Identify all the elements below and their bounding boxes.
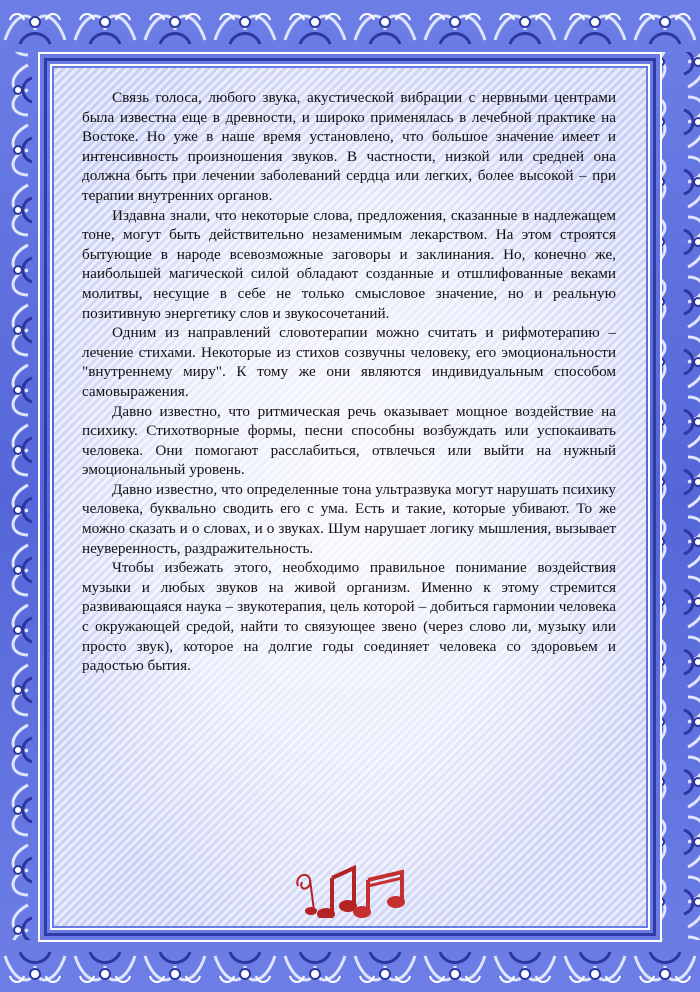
paragraph-4: Давно известно, что ритмическая речь оказывает мощное воздействие на психику. Стихотворные формы, песни способны возбуждать или успокаивать человека. Они помогают расслабиться, отвлечься или выйти на нужный эмоциональный уровень. (82, 402, 616, 479)
paragraph-2: Издавна знали, что некоторые слова, предложения, сказанные в надлежащем тоне, могут быть действительно незаменимым лекарством. На этом строятся бытующие в народе всевозможные заговоры и заклинания. Но, конечно же, наибольшей магической силой обладают созданные и отшлифованные веками молитвы, несущие в себе не только смысловое значение, но и реальную позитивную энергетику слов и звукосочетаний. (82, 206, 616, 322)
paragraph-3: Одним из направлений словотерапии можно считать и рифмотерапию – лечение стихами. Некоторые из стихов созвучны человеку, его эмоциональности "внутреннему миру". К тому же они являются индивидуальным способом самовыражения. (82, 324, 616, 400)
text-panel (54, 68, 646, 926)
paragraph-1: Связь голоса, любого звука, акустической вибрации с нервными центрами была известна еще в древности, и широко применялась в лечебной практике на Востоке. Но уже в наше время установлено, что большое значение имеет и интенсивность произношения звуков. В частности, низкой или средней она должна быть при лечении заболеваний сердца или легких, более высокой – при терапии внутренних органов. (82, 89, 616, 204)
paragraph-5: Давно известно, что определенные тона ультразвука могут нарушать психику человека, буквально сводить его с ума. Есть и такие, которые убивают. То же можно сказать и о словах, и о звуках. Шум нарушает логику мышления, вызывает неуверенность, раздражительность. (82, 480, 616, 557)
paragraph-6: Чтобы избежать этого, необходимо правильное понимание воздействия музыки и любых звуков на живой организм. Именно к этому стремится развивающаяся наука – звукотерапия, цель которой – добиться гармонии человека с окружающей средой, найти то связующее звено (через слово ли, музыку или просто звук), которое на долгие годы соединяет человека со здоровьем и радостью бытия. (82, 559, 616, 675)
article-text (82, 88, 616, 676)
music-notes-icon (292, 858, 422, 918)
